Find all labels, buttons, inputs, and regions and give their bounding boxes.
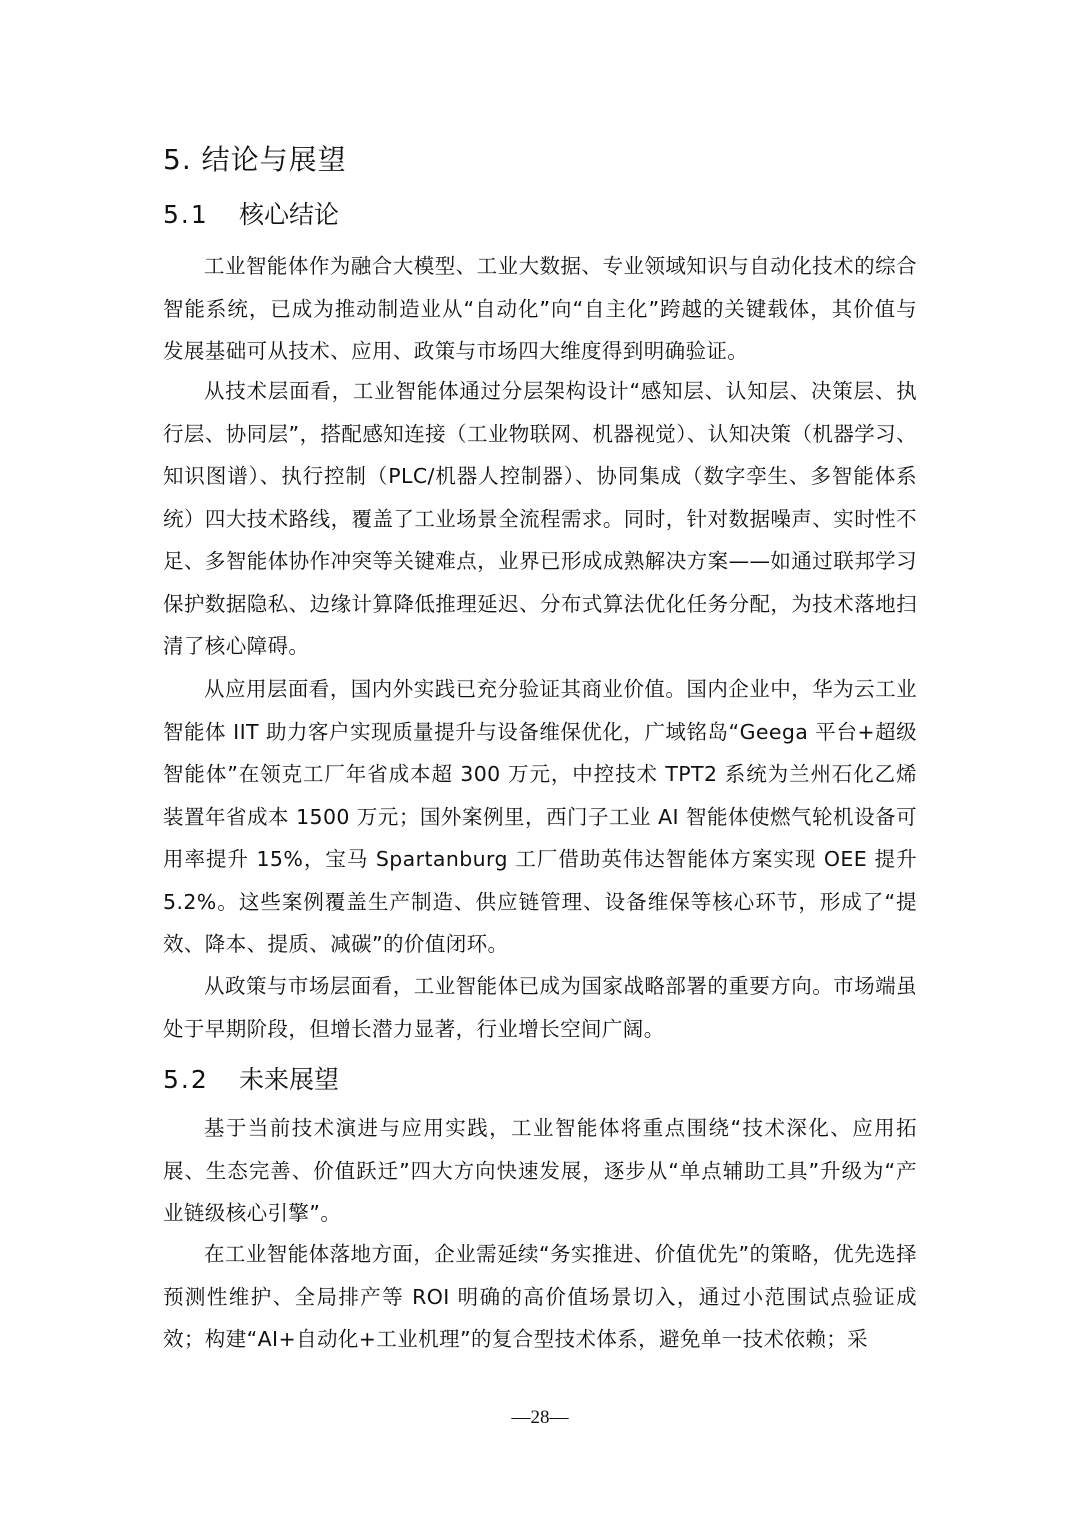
page-number: —28— — [511, 1407, 569, 1428]
subsection-number: 5.2 — [163, 1065, 209, 1094]
document-page — [163, 0, 917, 1527]
paragraph-technology: 从技术层面看，工业智能体通过分层架构设计“感知层、认知层、决策层、执行层、协同层”，搭配感知连接（工业物联网、机器视觉）、认知决策（机器学习、知识图谱）、执行控制（PLC/机器人控制器）、协同集成（数字孪生、多智能体系统）四大技术路线，覆盖了工业场景全流程需求。同时，针对数据噪声、实时性不足、多智能体协作冲突等关键难点，业界已形成成熟解决方案——如通过联邦学习保护数据隐私、边缘计算降低推理延迟、分布式算法优化任务分配，为技术落地扫清了核心障碍。 — [163, 379, 917, 658]
paragraph-policy-market: 从政策与市场层面看，工业智能体已成为国家战略部署的重要方向。市场端虽处于早期阶段，但增长潜力显著，行业增长空间广阔。 — [163, 974, 917, 1041]
subsection-number: 5.1 — [163, 200, 209, 229]
subsection-heading-core-conclusions — [163, 197, 339, 233]
paragraph-implementation: 在工业智能体落地方面，企业需延续“务实推进、价值优先”的策略，优先选择预测性维护、全局排产等 ROI 明确的高价值场景切入，通过小范围试点验证成效；构建“AI+自动化+工业机理”的复合型技术体系，避免单一技术依赖；采 — [163, 1242, 917, 1351]
section-heading: 5. 结论与展望 — [163, 143, 347, 176]
paragraph-application: 从应用层面看，国内外实践已充分验证其商业价值。国内企业中，华为云工业智能体 IIT 助力客户实现质量提升与设备维保优化，广域铭岛“Geega 平台+超级智能体”在领克工厂年省成本超 300 万元，中控技术 TPT2 系统为兰州石化乙烯装置年省成本 1500 万元；国外案例里，西门子工业 AI 智能体使燃气轮机设备可用率提升 15%，宝马 Spartanburg 工厂借助英伟达智能体方案实现 OEE 提升 5.2%。这些案例覆盖生产制造、供应链管理、设备维保等核心环节，形成了“提效、降本、提质、减碳”的价值闭环。 — [163, 677, 917, 956]
subsection-title: 未来展望 — [239, 1065, 340, 1094]
paragraph-outlook: 基于当前技术演进与应用实践，工业智能体将重点围绕“技术深化、应用拓展、生态完善、价值跃迁”四大方向快速发展，逐步从“单点辅助工具”升级为“产业链级核心引擎”。 — [163, 1116, 917, 1225]
subsection-title: 核心结论 — [239, 200, 340, 229]
paragraph-intro: 工业智能体作为融合大模型、工业大数据、专业领域知识与自动化技术的综合智能系统，已成为推动制造业从“自动化”向“自主化”跨越的关键载体，其价值与发展基础可从技术、应用、政策与市场四大维度得到明确验证。 — [163, 254, 917, 363]
subsection-heading-future-outlook — [163, 1062, 339, 1098]
